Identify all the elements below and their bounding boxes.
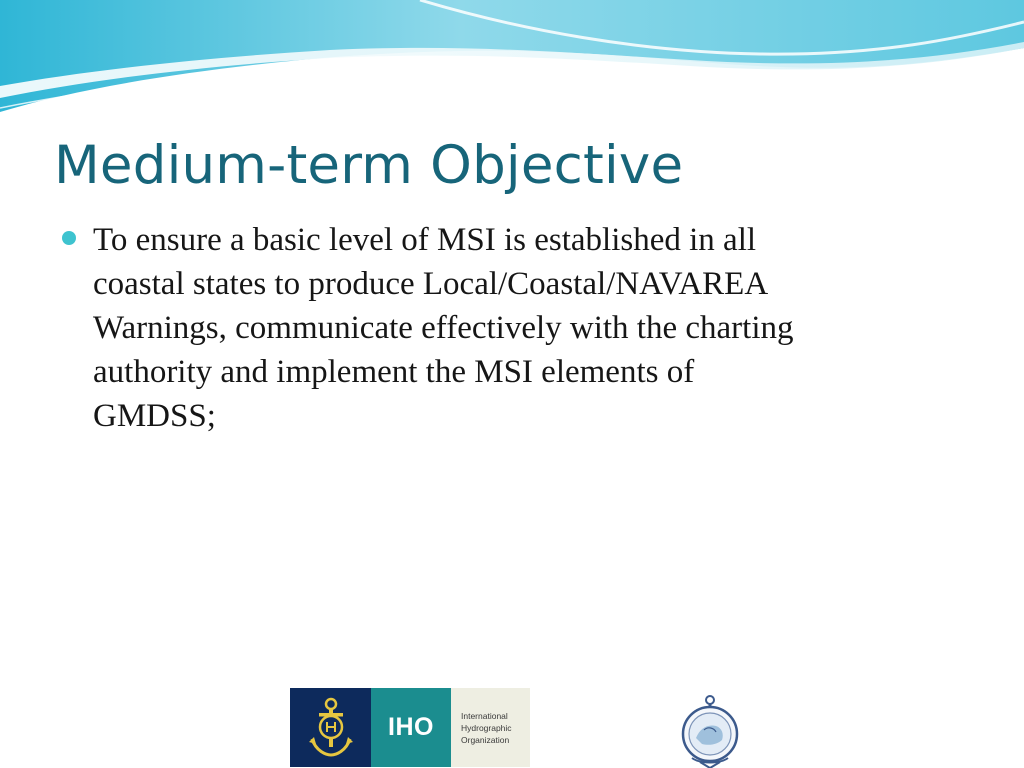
iho-acronym: IHO — [371, 688, 451, 767]
compass-seal-icon — [678, 692, 742, 768]
bullet-text-line: authority and implement the MSI elements of — [93, 354, 695, 390]
iho-name-line: Hydrographic — [461, 722, 512, 733]
bullet-dot-icon — [62, 231, 76, 245]
wave-header-graphic — [0, 0, 1024, 130]
bullet-text-line: To ensure a basic level of MSI is established in all — [93, 222, 757, 258]
slide-title: Medium-term Objective — [54, 135, 684, 196]
bullet-text-line: coastal states to produce Local/Coastal/NAVAREA — [93, 266, 769, 302]
bullet-text-line: GMDSS; — [93, 398, 216, 434]
iho-name — [451, 688, 530, 767]
iho-name-line: Organization — [461, 734, 510, 745]
bullet-list — [62, 218, 962, 438]
bullet-item — [62, 218, 962, 438]
iho-emblem — [290, 688, 371, 767]
iho-name-line: International — [461, 710, 508, 721]
anchor-emblem-icon — [306, 697, 356, 759]
bullet-text-line: Warnings, communicate effectively with the charting — [93, 310, 794, 346]
iho-logo — [290, 688, 530, 767]
